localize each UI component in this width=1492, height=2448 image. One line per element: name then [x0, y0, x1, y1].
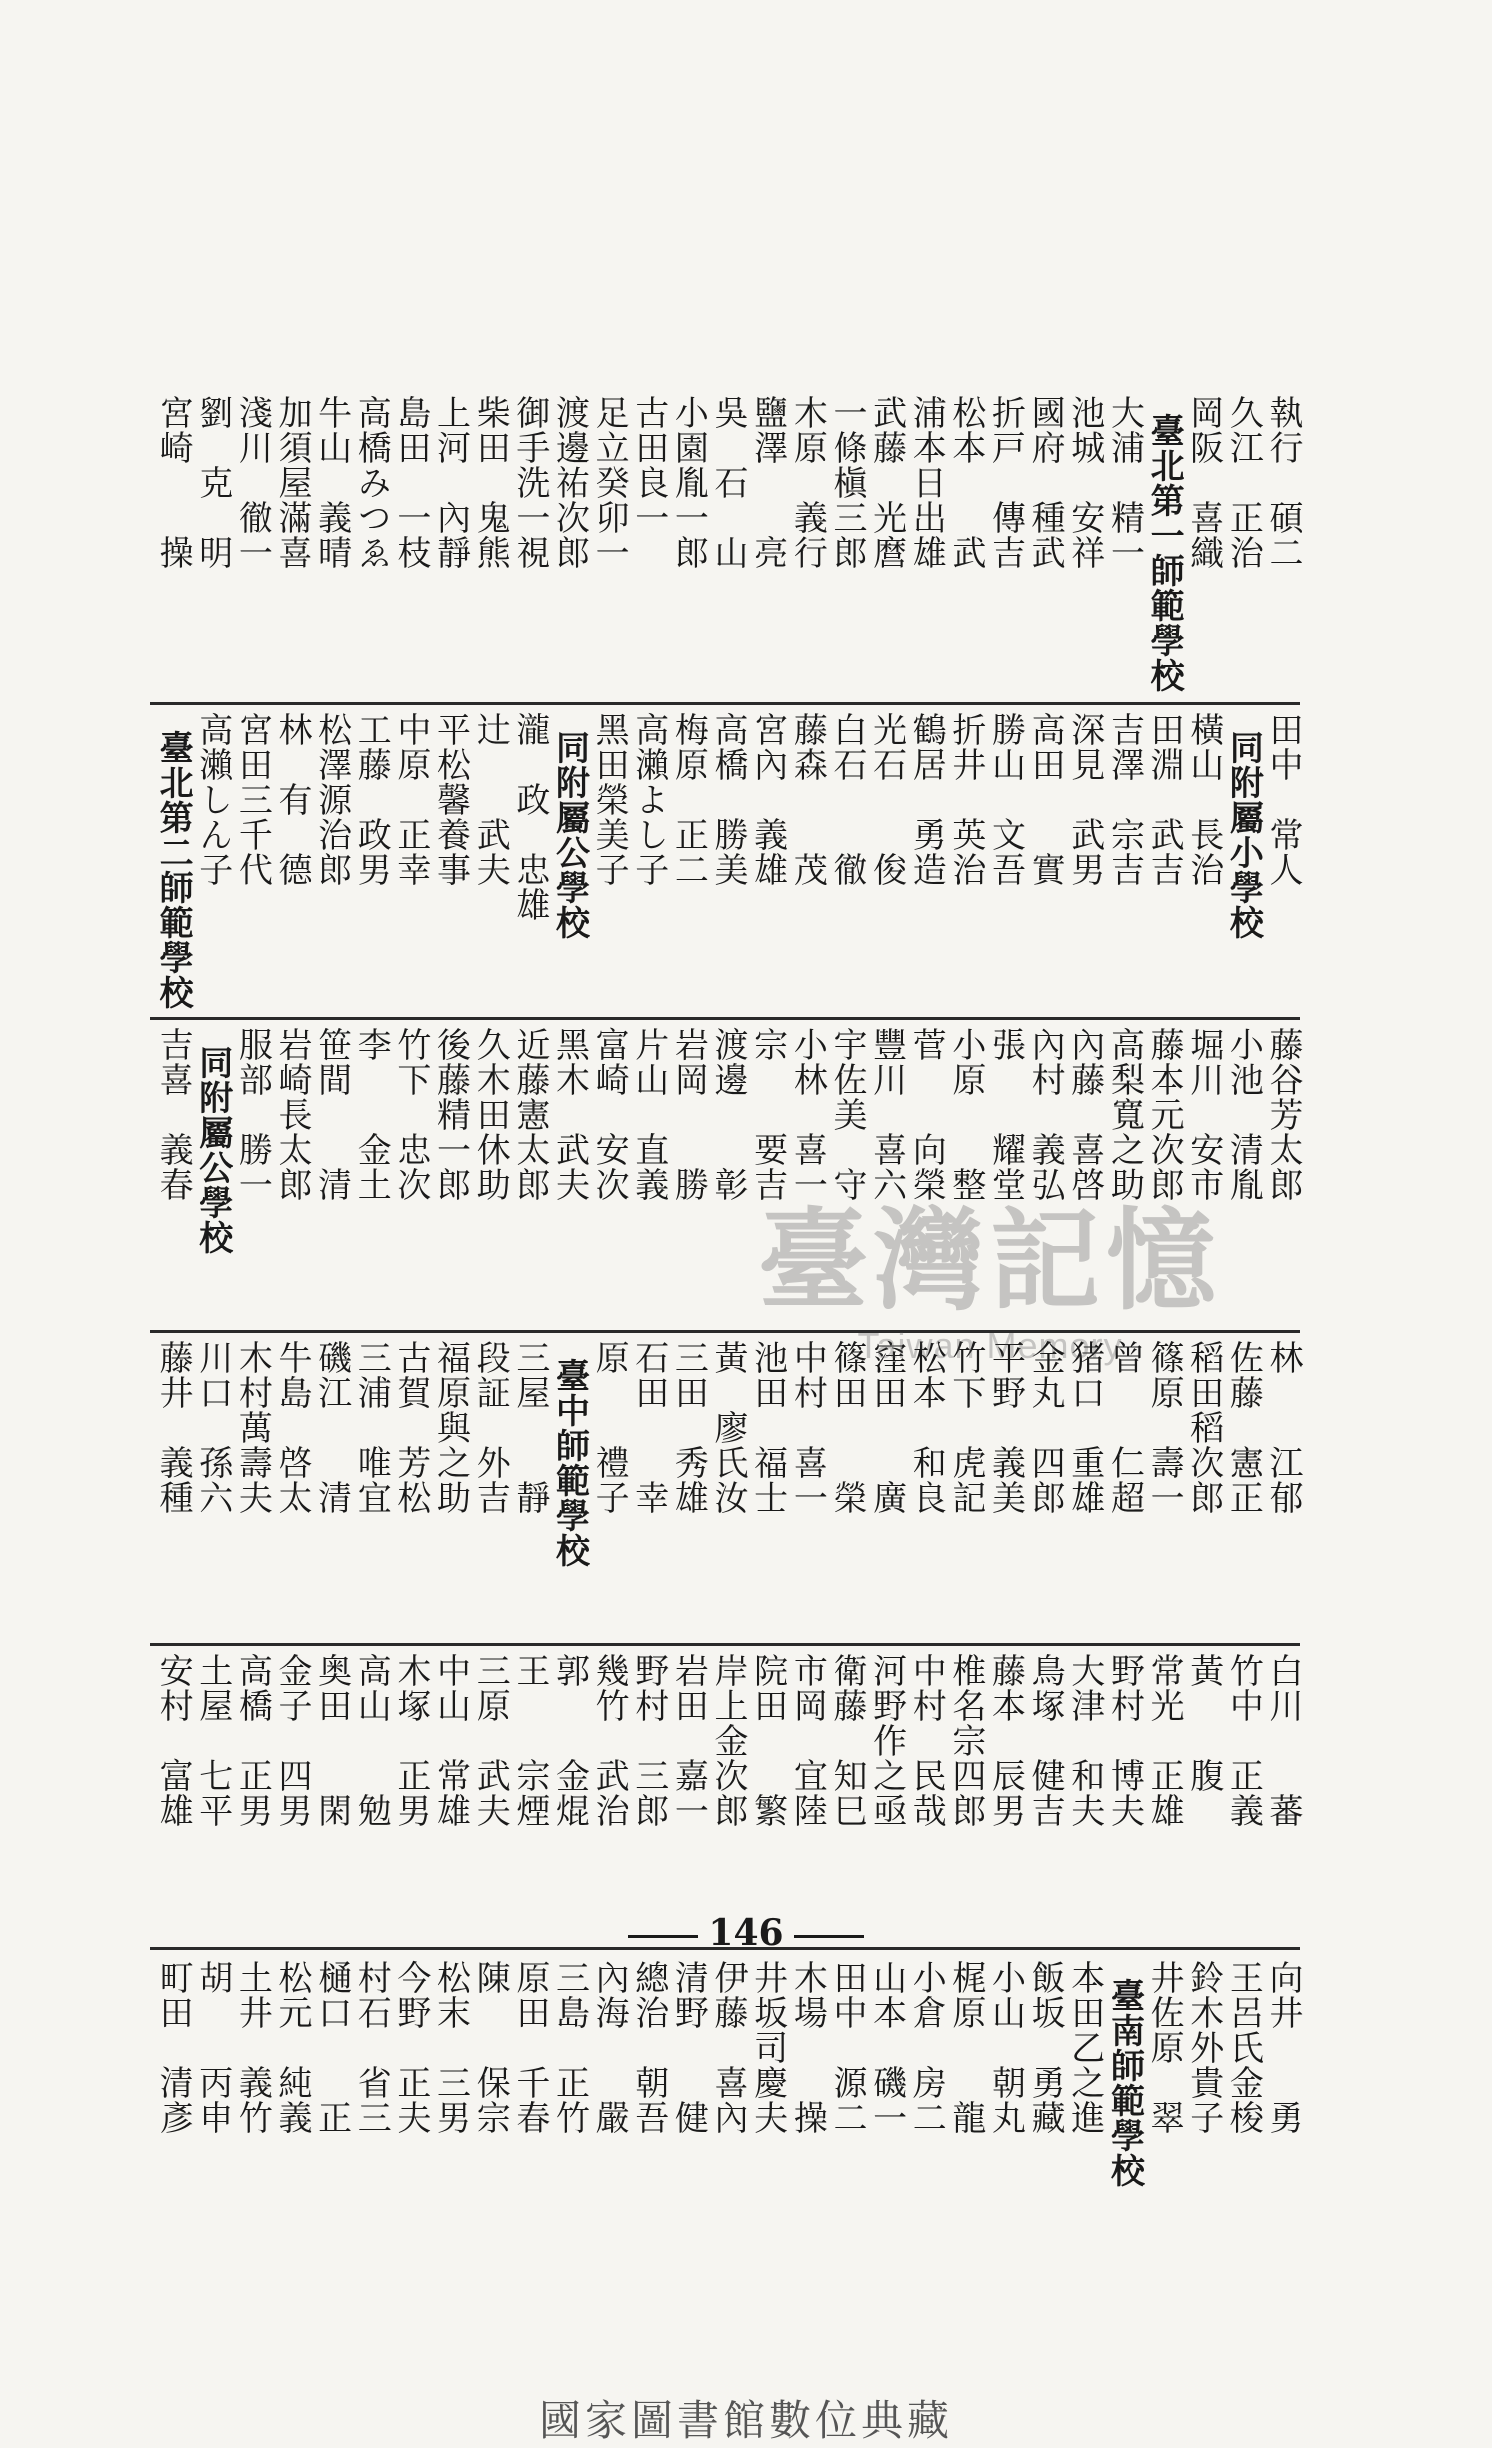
name-entry: 久木田休助	[470, 1027, 511, 1202]
name-entry: 大浦 精一	[1104, 395, 1145, 570]
name-entry: 執行 碩二	[1263, 395, 1303, 570]
name-entry: 三原 武夫	[470, 1653, 511, 1828]
name-entry: 小園胤一郎	[668, 395, 709, 570]
name-entry: 橫山 長治	[1183, 712, 1224, 887]
name-entry: 向井 勇	[1263, 1960, 1303, 2135]
name-entry: 內海 嚴	[589, 1960, 630, 2135]
name-entry: 近藤憲太郎	[509, 1027, 550, 1202]
section-heading: 同附屬公學校	[549, 730, 590, 940]
name-entry: 御手洗一視	[509, 395, 550, 570]
name-entry: 宇佐美 守	[826, 1027, 867, 1202]
name-entry: 劉 克 明	[192, 395, 233, 570]
name-entry: 陳 保宗	[470, 1960, 511, 2135]
name-entry: 竹下 虎記	[945, 1340, 986, 1515]
name-entry: 岩崎長太郎	[271, 1027, 312, 1202]
name-entry: 窪田 廣	[866, 1340, 907, 1515]
name-entry: 後藤精一郎	[430, 1027, 471, 1202]
name-entry: 白石 徹	[826, 712, 867, 887]
name-entry: 林 江郁	[1263, 1340, 1303, 1515]
name-entry: 中村 喜一	[787, 1340, 828, 1515]
name-entry: 佐藤 憲正	[1223, 1340, 1264, 1515]
name-entry: 梶原 龍	[945, 1960, 986, 2135]
name-entry: 竹下 忠次	[390, 1027, 431, 1202]
name-entry: 內村 義弘	[1025, 1027, 1066, 1202]
name-entry: 牛山 義晴	[311, 395, 352, 570]
name-entry: 小倉 房二	[906, 1960, 947, 2135]
name-entry: 衛藤 知巳	[826, 1653, 867, 1828]
name-entry: 郭 金焜	[549, 1653, 590, 1828]
name-band-1	[150, 395, 1303, 693]
name-entry: 王 宗煙	[509, 1653, 550, 1828]
name-entry: 黃 廖氏汝	[708, 1340, 749, 1515]
name-entry: 堀川 安市	[1183, 1027, 1224, 1202]
name-entry: 王呂氏金梭	[1223, 1960, 1264, 2135]
name-entry: 飯坂 勇藏	[1025, 1960, 1066, 2135]
name-entry: 高瀨しん子	[192, 712, 233, 887]
name-entry: 篠原 壽一	[1144, 1340, 1185, 1515]
name-entry: 高瀨よし子	[628, 712, 669, 887]
name-entry: 土屋 七平	[192, 1653, 233, 1828]
section-heading: 臺北第一師範學校	[1144, 413, 1185, 693]
name-entry: 藤本元次郎	[1144, 1027, 1185, 1202]
name-entry: 池田 福士	[747, 1340, 788, 1515]
name-entry: 藤井 義種	[153, 1340, 194, 1515]
name-entry: 瀧 政 忠雄	[509, 712, 550, 922]
name-entry: 木村萬壽夫	[232, 1340, 273, 1515]
name-entry: 梅原 正二	[668, 712, 709, 887]
name-entry: 牛島 啓太	[271, 1340, 312, 1515]
name-entry: 李 金土	[351, 1027, 392, 1202]
name-entry: 小林 喜一	[787, 1027, 828, 1202]
name-entry: 渡邊 彰	[708, 1027, 749, 1202]
name-entry: 深見 武男	[1064, 712, 1105, 887]
name-entry: 山本 磯一	[866, 1960, 907, 2135]
name-entry: 松澤源治郎	[311, 712, 352, 887]
name-entry: 椎名宗四郎	[945, 1653, 986, 1828]
name-entry: 總治 朝吾	[628, 1960, 669, 2135]
name-entry: 宮田三千代	[232, 712, 273, 887]
name-entry: 福原與之助	[430, 1340, 471, 1515]
name-entry: 田中 源二	[826, 1960, 867, 2135]
name-entry: 國府 種武	[1025, 395, 1066, 570]
name-entry: 猪口 重雄	[1064, 1340, 1105, 1515]
name-entry: 光石 俊	[866, 712, 907, 887]
name-entry: 野村 三郎	[628, 1653, 669, 1828]
name-entry: 白川 蕃	[1263, 1653, 1303, 1828]
name-entry: 篠田 榮	[826, 1340, 867, 1515]
name-entry: 柴田 鬼熊	[470, 395, 511, 570]
name-entry: 中原 正幸	[390, 712, 431, 887]
name-entry: 中村 民哉	[906, 1653, 947, 1828]
name-band-6	[150, 1960, 1303, 2250]
page-number	[0, 1912, 1492, 1954]
name-entry: 辻 武夫	[470, 712, 511, 887]
name-entry: 胡 丙申	[192, 1960, 233, 2135]
name-entry: 原田 千春	[509, 1960, 550, 2135]
section-heading: 同附屬公學校	[192, 1045, 233, 1255]
name-entry: 上河 內靜	[430, 395, 471, 570]
name-entry: 一條槇三郎	[826, 395, 867, 570]
name-entry: 高橋 正男	[232, 1653, 273, 1828]
name-entry: 高梨寬之助	[1104, 1027, 1145, 1202]
name-entry: 渡邊祐次郎	[549, 395, 590, 570]
name-entry: 島田 一枝	[390, 395, 431, 570]
name-entry: 古賀 芳松	[390, 1340, 431, 1515]
name-entry: 清野 健	[668, 1960, 709, 2135]
divider-rule	[150, 1643, 1300, 1646]
name-entry: 石田 幸	[628, 1340, 669, 1515]
name-entry: 加須屋滿喜	[271, 395, 312, 570]
name-entry: 幾竹 武治	[589, 1653, 630, 1828]
name-entry: 大津 和夫	[1064, 1653, 1105, 1828]
name-entry: 伊藤 喜內	[708, 1960, 749, 2135]
name-entry: 黑木 武夫	[549, 1027, 590, 1202]
name-entry: 高田 實	[1025, 712, 1066, 887]
name-entry: 松末 三男	[430, 1960, 471, 2135]
name-entry: 金子 四男	[271, 1653, 312, 1828]
page-number-text: 146	[708, 1912, 784, 1954]
watermark-text: 臺灣記憶	[758, 1196, 1222, 1325]
name-entry: 曾 仁超	[1104, 1340, 1145, 1515]
name-entry: 河野作之亟	[866, 1653, 907, 1828]
name-entry: 三屋 靜	[509, 1340, 550, 1515]
name-entry: 本田乙之進	[1064, 1960, 1105, 2135]
name-entry: 古田良一	[628, 395, 669, 535]
name-entry: 今野 正夫	[390, 1960, 431, 2135]
name-entry: 院田 繁	[747, 1653, 788, 1828]
name-entry: 笹間 清	[311, 1027, 352, 1202]
name-entry: 稻田稻次郎	[1183, 1340, 1224, 1515]
name-entry: 豐川 喜六	[866, 1027, 907, 1202]
name-entry: 岡阪 喜織	[1183, 395, 1224, 570]
section-heading: 臺中師範學校	[549, 1358, 590, 1568]
name-entry: 池城 安祥	[1064, 395, 1105, 570]
name-entry: 村石 省三	[351, 1960, 392, 2135]
name-entry: 林 有 德	[271, 712, 312, 887]
name-entry: 小池 清胤	[1223, 1027, 1264, 1202]
name-entry: 松本 武	[945, 395, 986, 570]
name-entry: 平松馨養事	[430, 712, 471, 887]
name-entry: 田中 常人	[1263, 712, 1303, 887]
name-entry: 高橋 勝美	[708, 712, 749, 887]
name-band-2	[150, 712, 1303, 1010]
name-entry: 川口 孫六	[192, 1340, 233, 1515]
name-entry: 吉澤 宗吉	[1104, 712, 1145, 887]
name-entry: 松本 和良	[906, 1340, 947, 1515]
name-entry: 鳥塚 健吉	[1025, 1653, 1066, 1828]
name-entry: 黃 腹	[1183, 1653, 1224, 1793]
name-entry: 片山 直義	[628, 1027, 669, 1202]
name-entry: 木原 義行	[787, 395, 828, 570]
name-entry: 竹中 正義	[1223, 1653, 1264, 1828]
name-entry: 折井 英治	[945, 712, 986, 887]
name-entry: 藤森 茂	[787, 712, 828, 887]
name-entry: 工藤 政男	[351, 712, 392, 887]
name-entry: 勝山 文吾	[985, 712, 1026, 887]
name-entry: 中山 常雄	[430, 1653, 471, 1828]
name-entry: 鈴木外貴子	[1183, 1960, 1224, 2135]
name-entry: 武藤 光麿	[866, 395, 907, 570]
name-entry: 張 耀堂	[985, 1027, 1026, 1202]
name-entry: 服部 勝一	[232, 1027, 273, 1202]
name-entry: 折戸 傳吉	[985, 395, 1026, 570]
section-heading: 臺南師範學校	[1104, 1978, 1145, 2188]
name-entry: 市岡 宜陸	[787, 1653, 828, 1828]
name-entry: 樋口 正	[311, 1960, 352, 2135]
name-entry: 宮崎 操	[153, 395, 194, 570]
name-entry: 岸上金次郎	[708, 1653, 749, 1828]
name-entry: 岩岡 勝	[668, 1027, 709, 1202]
name-entry: 段証 外吉	[470, 1340, 511, 1515]
name-entry: 內藤 喜啓	[1064, 1027, 1105, 1202]
name-entry: 宮內 義雄	[747, 712, 788, 887]
name-entry: 野村 博夫	[1104, 1653, 1145, 1828]
name-entry: 富崎 安次	[589, 1027, 630, 1202]
name-entry: 小山 朝丸	[985, 1960, 1026, 2135]
divider-rule	[150, 702, 1300, 705]
name-entry: 木塚 正男	[390, 1653, 431, 1828]
name-band-5	[150, 1653, 1303, 1923]
name-entry: 磯江 清	[311, 1340, 352, 1515]
watermark	[720, 1198, 1260, 1398]
name-entry: 常光 正雄	[1144, 1653, 1185, 1828]
name-entry: 黑田榮美子	[589, 712, 630, 887]
section-heading: 臺北第二師範學校	[153, 730, 194, 1010]
name-entry: 金丸 四郎	[1025, 1340, 1066, 1515]
name-entry: 三浦 唯宜	[351, 1340, 392, 1515]
name-entry: 宗 要吉	[747, 1027, 788, 1202]
name-entry: 安村 富雄	[153, 1653, 194, 1828]
name-entry: 吉喜 義春	[153, 1027, 194, 1202]
name-entry: 吳 石 山	[708, 395, 749, 570]
name-entry: 藤本 辰男	[985, 1653, 1026, 1828]
section-heading: 同附屬小學校	[1223, 730, 1264, 940]
name-entry: 小原 整	[945, 1027, 986, 1202]
name-entry: 高山 勉	[351, 1653, 392, 1828]
name-entry: 井坂司慶夫	[747, 1960, 788, 2135]
name-entry: 岩田 嘉一	[668, 1653, 709, 1828]
name-entry: 高橋みつゑ	[351, 395, 392, 570]
name-entry: 鹽澤 亮	[747, 395, 788, 570]
name-entry: 奥田 閑	[311, 1653, 352, 1828]
name-entry: 淺川 徹一	[232, 395, 273, 570]
name-entry: 菅 向榮	[906, 1027, 947, 1202]
name-entry: 藤谷芳太郎	[1263, 1027, 1303, 1202]
name-entry: 浦本日出雄	[906, 395, 947, 570]
name-entry: 原 禮子	[589, 1340, 630, 1515]
name-entry: 三島 正竹	[549, 1960, 590, 2135]
divider-rule	[150, 1017, 1300, 1020]
name-entry: 鶴居 勇造	[906, 712, 947, 887]
footer-credit: 國家圖書館數位典藏	[538, 2396, 953, 2445]
name-entry: 田淵 武吉	[1144, 712, 1185, 887]
name-entry: 平野 義美	[985, 1340, 1026, 1515]
name-entry: 木場 操	[787, 1960, 828, 2135]
name-entry: 足立癸卯一	[589, 395, 630, 570]
name-entry: 土井 義竹	[232, 1960, 273, 2135]
watermark-english: Taiwan Memory	[857, 1324, 1123, 1366]
name-entry: 久江 正治	[1223, 395, 1264, 570]
name-entry: 井佐原 翠	[1144, 1960, 1185, 2135]
name-entry: 町田 清彥	[153, 1960, 194, 2135]
name-entry: 松元 純義	[271, 1960, 312, 2135]
name-entry: 三田 秀雄	[668, 1340, 709, 1515]
